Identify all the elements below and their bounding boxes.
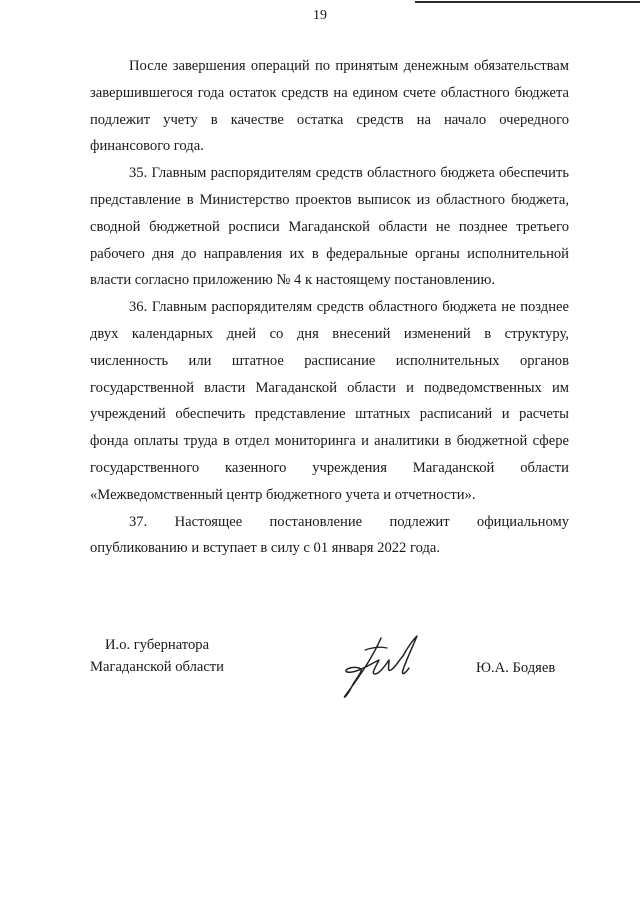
- paragraph-closing-balance: После завершения операций по принятым денежным обязательствам завершившегося года остаток средств на едином счете областного бюджета подлежит учету в качестве остатка средств на начало очередного финансового года.: [90, 58, 569, 155]
- signatory-title-line2: Магаданской области: [90, 659, 224, 675]
- signatory-name: Ю.А. Бодяев: [476, 660, 556, 676]
- signatory-title: [90, 634, 224, 678]
- header-rule: [415, 1, 640, 3]
- paragraph-35: 35. Главным распорядителям средств областного бюджета обеспечить представление в Министерство проектов выписок из областного бюджета, сводной бюджетной росписи Магаданской области не позднее третьего рабочего дня до направления их в федеральные органы исполнительной власти согласно приложению № 4 к настоящему постановлению.: [90, 165, 569, 289]
- page-number: 19: [313, 8, 327, 23]
- paragraph-37: 37. Настоящее постановление подлежит официальному опубликованию и вступает в силу с 01 января 2022 года.: [90, 513, 569, 557]
- body-text: [90, 53, 569, 562]
- signatory-title-line1: И.о. губернатора: [105, 637, 210, 653]
- paragraph-36: 36. Главным распорядителям средств областного бюджета не позднее двух календарных дней со дня внесений изменений в структуру, численность или штатное расписание исполнительных органов государственной власти Магаданской области и подведомственных им учреждений обеспечить представление штатных расписаний и расчеты фонда оплаты труда в отдел мониторинга и аналитики в бюджетной сфере государственного казенного учреждения Магаданской области «Межведомственный центр бюджетного учета и отчетности».: [90, 299, 569, 503]
- signature-block: [0, 630, 640, 710]
- handwritten-signature: [335, 630, 430, 700]
